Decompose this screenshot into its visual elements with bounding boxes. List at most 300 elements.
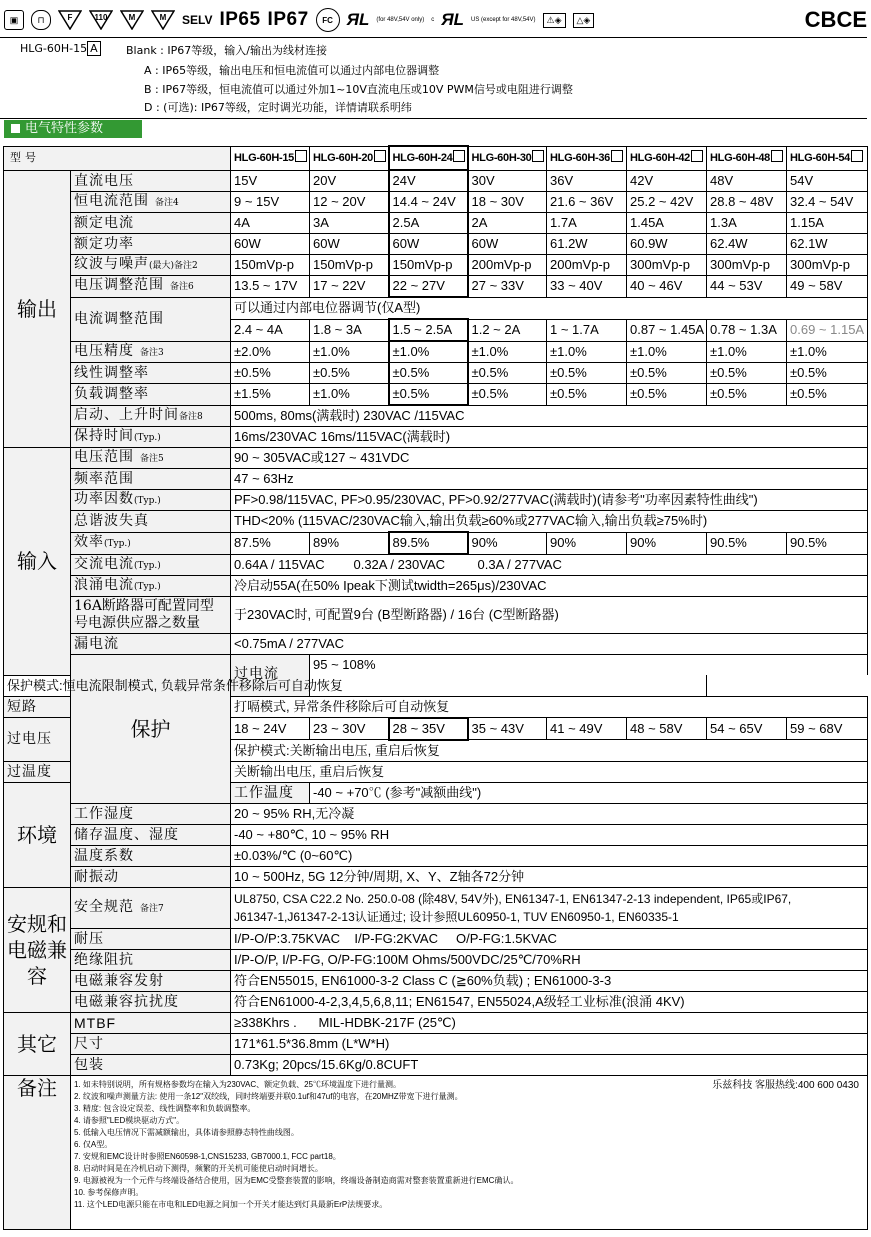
table-row <box>4 341 868 363</box>
cell: 28.8 ~ 48V <box>707 192 787 213</box>
row-label: 过温度 <box>4 761 71 782</box>
cell: 2.5A <box>389 213 468 234</box>
cell: 40 ~ 46V <box>627 276 707 298</box>
model-col <box>547 146 627 170</box>
cell-span: ≥338Khrs . MIL-HDBK-217F (25℃) <box>231 1012 868 1033</box>
cell: 48 ~ 58V <box>627 718 707 740</box>
cell: 60W <box>389 234 468 255</box>
row-note: 备注2 <box>174 261 198 271</box>
cell: 90.5% <box>707 532 787 554</box>
cell-span: 符合EN61000-4-2,3,4,5,6,8,11; EN61547, EN55024,A级轻工业标准(浪涌 4KV) <box>231 991 868 1012</box>
cell-span: 95 ~ 108% <box>310 655 868 676</box>
cell: ±0.5% <box>547 384 627 406</box>
cell-span: 16ms/230VAC 16ms/115VAC(满载时) <box>231 427 868 448</box>
note-item: 4. 请参照"LED模块驱动方式"。 <box>74 1115 185 1125</box>
row-label <box>71 576 231 597</box>
cell: 22 ~ 27V <box>389 276 468 298</box>
cell: 18 ~ 30V <box>468 192 547 213</box>
category-safety: 安规和电磁兼容 <box>4 887 71 1012</box>
cell-span: 90 ~ 305VAC或127 ~ 431VDC <box>231 448 868 469</box>
cell: 1.45A <box>627 213 707 234</box>
row-label: 工作温度 <box>231 782 310 803</box>
category-others: 其它 <box>4 1012 71 1075</box>
cell-span: PF>0.98/115VAC, PF>0.95/230VAC, PF>0.92/277VAC(满载时)(请参考"功率因素特性曲线") <box>231 490 868 511</box>
row-note: 备注6 <box>170 282 194 293</box>
row-label <box>71 532 231 554</box>
table-row <box>4 297 868 319</box>
note-item: 8. 启动时间是在冷机启动下测得，频繁的开关机可能使启动时间增长。 <box>74 1163 323 1173</box>
cell: 2.4 ~ 4A <box>231 319 310 341</box>
row-label: 负载调整率 <box>71 384 231 406</box>
cell: 49 ~ 58V <box>787 276 868 298</box>
checkbox-mark-icon <box>374 150 386 162</box>
cell-span: 10 ~ 500Hz, 5G 12分钟/周期, X、Y、Z轴各72分钟 <box>231 866 868 887</box>
cell: 24V <box>389 170 468 192</box>
cell: ±1.0% <box>310 384 389 406</box>
class-ii-icon: ⊓ <box>31 10 51 30</box>
cell: 59 ~ 68V <box>787 718 868 740</box>
suffix-blank-note: Blank : IP67等级，输入/输出为线材连接 <box>126 44 327 57</box>
section-title: 电气特性参数 <box>25 121 104 136</box>
table-row <box>4 845 868 866</box>
row-label-text: 效率 <box>74 534 104 550</box>
row-label <box>71 448 231 469</box>
cell-span: 冷启动55A(在50% Ipeak下测试twidth=265μs)/230VAC <box>231 576 868 597</box>
cell-span: ±0.03%/℃ (0~60℃) <box>231 845 868 866</box>
model-name: HLG-60H-30 <box>471 152 532 164</box>
cell-span: THD<20% (115VAC/230VAC输入,输出负载≥60%或277VAC输入,输出负载≥75%时) <box>231 511 868 533</box>
cell-span: 可以通过内部电位器调节(仅A型) <box>231 297 868 319</box>
row-note: 备注5 <box>140 454 164 464</box>
cell-span: 关断输出电压, 重启后恢复 <box>231 761 868 782</box>
suffix-b-note: B : IP67等级，恒电流值可以通过外加1~10V直流电压或10V PWM信号或电阻进行调整 <box>144 83 573 96</box>
cell: 90% <box>468 532 547 554</box>
cul-c-prefix: c <box>431 17 435 23</box>
cell: 60W <box>468 234 547 255</box>
cell-span: 0.64A / 115VAC 0.32A / 230VAC 0.3A / 277VAC <box>231 554 868 576</box>
checkbox-mark-icon <box>851 150 863 162</box>
table-row <box>4 655 868 676</box>
cell: 89.5% <box>389 532 468 554</box>
cell: ±1.0% <box>627 341 707 363</box>
cell: ±1.0% <box>468 341 547 363</box>
model-col <box>707 146 787 170</box>
cell: ±0.5% <box>389 384 468 406</box>
cell: 61.2W <box>547 234 627 255</box>
cell: 3A <box>310 213 389 234</box>
cb-ce-logo <box>805 7 867 33</box>
row-label: 储存温度、湿度 <box>71 824 231 845</box>
row-label: 总谐波失真 <box>71 511 231 533</box>
table-row <box>4 597 868 634</box>
cell-span: 500ms, 80ms(满载时) 230VAC /115VAC <box>231 405 868 427</box>
cell: 300mVp-p <box>787 255 868 276</box>
bis-logo: △◈ <box>573 13 595 28</box>
row-label-text: 启动、上升时间 <box>74 406 179 423</box>
table-row <box>4 675 868 696</box>
cell: ±0.5% <box>468 363 547 384</box>
model-col <box>627 146 707 170</box>
ip65-label: IP65 <box>219 9 261 30</box>
category-protection: 保护 <box>71 655 231 804</box>
cell: 60.9W <box>627 234 707 255</box>
standards-line-1: UL8750, CSA C22.2 No. 250.0-08 (除48V, 54V外), EN61347-1, EN61347-2-13 independent, IP65或IP67, <box>234 891 792 906</box>
table-row <box>4 234 868 255</box>
cell: ±1.0% <box>547 341 627 363</box>
table-row <box>4 554 868 576</box>
model-code-suffix: A <box>87 41 101 56</box>
cell: ±2.0% <box>231 341 310 363</box>
cell-span: I/P-O/P:3.75KVAC I/P-FG:2KVAC O/P-FG:1.5KVAC <box>231 928 868 949</box>
cell: ±0.5% <box>231 363 310 384</box>
cell: ±1.0% <box>787 341 868 363</box>
cell: 17 ~ 22V <box>310 276 389 298</box>
table-row <box>4 1075 868 1229</box>
cell: 300mVp-p <box>627 255 707 276</box>
table-row <box>4 866 868 887</box>
row-label: 直流电压 <box>71 170 231 192</box>
table-row <box>4 192 868 213</box>
table-row <box>4 405 868 427</box>
cell: 60W <box>310 234 389 255</box>
cell: 87.5% <box>231 532 310 554</box>
cell-span: I/P-O/P, I/P-FG, O/P-FG:100M Ohms/500VDC/25℃/70%RH <box>231 949 868 970</box>
category-notes: 备注 <box>4 1075 71 1229</box>
cell: 90% <box>627 532 707 554</box>
cell: 1 ~ 1.7A <box>547 319 627 341</box>
cell-span <box>231 887 868 928</box>
cell: 62.4W <box>707 234 787 255</box>
row-label: 工作湿度 <box>71 803 231 824</box>
row-label-text: 浪涌电流 <box>74 577 134 593</box>
cell-span: -40 ~ +70℃ (参考"减额曲线") <box>310 782 868 803</box>
notes-list <box>71 1075 868 1229</box>
ce-text: CE <box>836 7 867 32</box>
table-header-row <box>4 146 868 170</box>
cell: 41 ~ 49V <box>547 718 627 740</box>
cell: ±1.0% <box>707 341 787 363</box>
cell: 27 ~ 33V <box>468 276 547 298</box>
spec-table <box>3 145 868 1230</box>
cul-logo: ЯL <box>441 10 465 29</box>
ul-logo: ЯL <box>346 10 370 29</box>
section-title-bar <box>4 120 142 138</box>
cell: 30V <box>468 170 547 192</box>
cell: 32.4 ~ 54V <box>787 192 868 213</box>
row-label: 额定功率 <box>71 234 231 255</box>
cell-span: -40 ~ +80℃, 10 ~ 95% RH <box>231 824 868 845</box>
cell: 36V <box>547 170 627 192</box>
checkbox-mark-icon <box>691 150 703 162</box>
cell: 0.69 ~ 1.15A <box>787 319 868 341</box>
row-note: 备注3 <box>140 347 164 358</box>
cell: 18 ~ 24V <box>231 718 310 740</box>
tuv-logo: ⚠◈ <box>543 13 566 28</box>
cell: 90% <box>547 532 627 554</box>
cell: 15V <box>231 170 310 192</box>
cell-span: 打嗝模式, 异常条件移除后可自动恢复 <box>231 696 868 718</box>
f-mark-logo: F <box>58 10 82 30</box>
hotline-text: 乐兹科技 客服热线:400 600 0430 <box>712 1079 859 1091</box>
cell: 1.2 ~ 2A <box>468 319 547 341</box>
table-row <box>4 255 868 276</box>
cell: 54V <box>787 170 868 192</box>
cell: ±1.0% <box>310 341 389 363</box>
checkbox-mark-icon <box>611 150 623 162</box>
cell-span: <0.75mA / 277VAC <box>231 634 868 655</box>
cb-text: CB <box>804 7 837 32</box>
table-row <box>4 170 868 192</box>
row-label: 短路 <box>4 696 71 718</box>
m-mark-logo: M <box>120 10 144 30</box>
table-row <box>4 824 868 845</box>
110-mark-logo: 110 <box>89 10 113 30</box>
table-row <box>4 887 868 928</box>
ul-note: (for 48V,54V only) <box>376 17 425 23</box>
row-label: 电磁兼容抗扰度 <box>71 991 231 1012</box>
cb-box-logo: ▣ <box>4 10 24 30</box>
row-sub: (Typ.) <box>134 433 161 443</box>
table-row <box>4 1012 868 1033</box>
cell: 54 ~ 65V <box>707 718 787 740</box>
model-col <box>310 146 389 170</box>
model-name: HLG-60H-36 <box>550 152 610 164</box>
cul-note: US (except for 48V,54V) <box>471 17 536 23</box>
model-col <box>231 146 310 170</box>
category-input: 输入 <box>4 448 71 676</box>
cell: ±0.5% <box>787 384 868 406</box>
fcc-logo: FC <box>316 8 340 32</box>
certification-logos <box>4 4 867 36</box>
row-label-text: 交流电流 <box>74 555 134 572</box>
note-item: 3. 精度: 包含设定误差、线性调整率和负载调整率。 <box>74 1103 256 1113</box>
cell: 35 ~ 43V <box>468 718 547 740</box>
cell: ±0.5% <box>787 363 868 384</box>
cell: 14.4 ~ 24V <box>389 192 468 213</box>
row-label-text: 过电流 <box>234 666 279 683</box>
checkbox-mark-icon <box>453 150 465 162</box>
row-label-text: 纹波与噪声 <box>74 256 149 272</box>
square-bullet-icon <box>11 124 20 133</box>
table-row <box>4 928 868 949</box>
cell: 1.8 ~ 3A <box>310 319 389 341</box>
cell: 0.78 ~ 1.3A <box>707 319 787 341</box>
row-label <box>71 405 231 427</box>
cell: 300mVp-p <box>707 255 787 276</box>
cell: 4A <box>231 213 310 234</box>
cell: 89% <box>310 532 389 554</box>
table-row <box>4 532 868 554</box>
cell: 150mVp-p <box>231 255 310 276</box>
model-name: HLG-60H-20 <box>313 152 373 164</box>
row-label <box>71 427 231 448</box>
row-sub: (Typ.) <box>134 560 161 571</box>
note-item: 11. 这个LED电源只能在市电和LED电源之间加一个开关才能达到灯具最新ErP法规要求。 <box>74 1199 388 1209</box>
table-row <box>4 1054 868 1075</box>
selv-label: SELV <box>182 13 213 27</box>
cell: 25.2 ~ 42V <box>627 192 707 213</box>
cell: 12 ~ 20V <box>310 192 389 213</box>
row-label-text: 电压精度 <box>74 342 134 359</box>
checkbox-mark-icon <box>295 150 307 162</box>
table-row <box>4 1033 868 1054</box>
cell: ±1.0% <box>389 341 468 363</box>
cell: ±0.5% <box>389 363 468 384</box>
cell: ±0.5% <box>707 363 787 384</box>
ip67-label: IP67 <box>267 9 309 30</box>
row-label: 耐振动 <box>71 866 231 887</box>
model-code-base: HLG-60H-15 <box>20 42 88 55</box>
category-output: 输出 <box>4 170 71 448</box>
table-row <box>4 448 868 469</box>
row-label-text: 功率因数 <box>74 491 134 507</box>
checkbox-mark-icon <box>532 150 544 162</box>
cell: ±0.5% <box>468 384 547 406</box>
row-label: 频率范围 <box>71 469 231 490</box>
note-item: 7. 安规和EMC设计时参照EN60598-1,CNS15233, GB7000.1, FCC part18。 <box>74 1151 341 1161</box>
row-label: MTBF <box>71 1012 231 1033</box>
suffix-d-note: D : (可选): IP67等级，定时调光功能，详情请联系明纬 <box>144 101 412 114</box>
model-name: HLG-60H-24 <box>392 152 453 164</box>
category-environment: 环境 <box>4 782 71 887</box>
cell: 23 ~ 30V <box>310 718 389 740</box>
note-item: 2. 纹波和噪声测量方法: 使用一条12"双绞线，同时终端要并联0.1uf和47uf的电容，在20MHZ带宽下进行量测。 <box>74 1091 463 1101</box>
row-label: 耐压 <box>71 928 231 949</box>
table-row <box>4 991 868 1012</box>
cell: 1.5 ~ 2.5A <box>389 319 468 341</box>
cell: 60W <box>231 234 310 255</box>
table-row <box>4 576 868 597</box>
cell: 62.1W <box>787 234 868 255</box>
row-label <box>71 255 231 276</box>
table-row <box>4 803 868 824</box>
table-row <box>4 490 868 511</box>
model-col <box>468 146 547 170</box>
note-item: 10. 参考保修声明。 <box>74 1187 144 1197</box>
cell-span: 符合EN55015, EN61000-3-2 Class C (≧60%负载) ; EN61000-3-3 <box>231 970 868 991</box>
row-label-text: 电压范围 <box>74 449 134 465</box>
cell: 90.5% <box>787 532 868 554</box>
model-code <box>20 42 101 55</box>
row-label: 包装 <box>71 1054 231 1075</box>
cell: 9 ~ 15V <box>231 192 310 213</box>
standards-line-2: J61347-1,J61347-2-13认证通过; 设计参照UL60950-1, TUV EN60950-1, EN60335-1 <box>234 909 679 924</box>
cell: 21.6 ~ 36V <box>547 192 627 213</box>
table-row <box>4 276 868 298</box>
model-label: 型号 <box>4 146 231 170</box>
cell-span: 0.73Kg; 20pcs/15.6Kg/0.8CUFT <box>231 1054 868 1075</box>
cell: 13.5 ~ 17V <box>231 276 310 298</box>
row-label: 电流调整范围 <box>71 297 231 341</box>
cell: 2A <box>468 213 547 234</box>
checkbox-mark-icon <box>771 150 783 162</box>
row-sub: (最大) <box>149 261 175 271</box>
model-col <box>787 146 868 170</box>
cell: 28 ~ 35V <box>389 718 468 740</box>
table-row <box>4 970 868 991</box>
suffix-a-note: A : IP65等级，输出电压和恒电流值可以通过内部电位器调整 <box>144 64 440 77</box>
cell: 0.87 ~ 1.45A <box>627 319 707 341</box>
note-item: 1. 如未特别说明，所有规格参数均在输入为230VAC、额定负载、25℃环境温度下进行量测。 <box>74 1079 401 1089</box>
cell: 20V <box>310 170 389 192</box>
row-label-text: 电压调整范围 <box>74 277 164 294</box>
cell-span: 保护模式:恒电流限制模式, 负载异常条件移除后可自动恢复 <box>4 675 707 696</box>
cell: 150mVp-p <box>389 255 468 276</box>
cell: ±0.5% <box>310 363 389 384</box>
table-row <box>4 634 868 655</box>
row-sub: (Typ.) <box>104 539 131 549</box>
cell: 48V <box>707 170 787 192</box>
row-label: 线性调整率 <box>71 363 231 384</box>
model-name: HLG-60H-48 <box>710 152 770 164</box>
cell: ±0.5% <box>547 363 627 384</box>
cell-span: 171*61.5*36.8mm (L*W*H) <box>231 1033 868 1054</box>
note-item: 9. 电源被视为一个元件与终端设备结合使用，因为EMC受整套装置的影响，终端设备制造商需对整套装置重新进行EMC确认。 <box>74 1175 519 1185</box>
cell: 200mVp-p <box>547 255 627 276</box>
cell-span: 保护模式:关断输出电压, 重启后恢复 <box>231 740 868 762</box>
model-suffix-notes <box>0 37 867 119</box>
cell: 44 ~ 53V <box>707 276 787 298</box>
table-row <box>4 427 868 448</box>
cell: 200mVp-p <box>468 255 547 276</box>
row-label: 尺寸 <box>71 1033 231 1054</box>
row-sub: (Typ.) <box>134 582 161 592</box>
mm-mark-logo: M <box>151 10 175 30</box>
row-note: 备注4 <box>155 198 179 208</box>
cell: 33 ~ 40V <box>547 276 627 298</box>
row-label-text: 安全规范 <box>74 898 134 915</box>
model-name: HLG-60H-54 <box>790 152 850 164</box>
row-label <box>71 276 231 298</box>
row-note: 备注7 <box>140 903 164 914</box>
row-label: 过电压 <box>4 718 71 762</box>
cell: 150mVp-p <box>310 255 389 276</box>
cell: ±0.5% <box>627 363 707 384</box>
cell-span: 47 ~ 63Hz <box>231 469 868 490</box>
row-label-text: 恒电流范围 <box>74 193 149 209</box>
table-row <box>4 213 868 234</box>
note-item: 5. 低输入电压情况下需减额输出，具体请参照静态特性曲线图。 <box>74 1127 299 1137</box>
table-row <box>4 384 868 406</box>
cell: ±0.5% <box>707 384 787 406</box>
row-label <box>71 887 231 928</box>
table-row <box>4 363 868 384</box>
cell: 1.3A <box>707 213 787 234</box>
row-label: 额定电流 <box>71 213 231 234</box>
row-note: 备注8 <box>179 411 203 422</box>
row-sub: (Typ.) <box>134 496 161 506</box>
cell: 1.15A <box>787 213 868 234</box>
cell: ±0.5% <box>627 384 707 406</box>
row-label: 绝缘阻抗 <box>71 949 231 970</box>
table-row <box>4 949 868 970</box>
cell: ±1.5% <box>231 384 310 406</box>
cell-span: 于230VAC时, 可配置9台 (B型断路器) / 16台 (C型断路器) <box>231 597 868 634</box>
row-label: 16A断路器可配置同型号电源供应器之数量 <box>71 597 231 634</box>
model-col-highlighted <box>389 146 468 170</box>
table-row <box>4 511 868 533</box>
table-row <box>4 469 868 490</box>
row-label <box>71 341 231 363</box>
note-item: 6. 仅A型。 <box>74 1139 113 1149</box>
row-label-text: 保持时间 <box>74 428 134 444</box>
cell: 42V <box>627 170 707 192</box>
row-label: 温度系数 <box>71 845 231 866</box>
row-label <box>71 490 231 511</box>
model-name: HLG-60H-15 <box>234 152 294 164</box>
row-label <box>71 192 231 213</box>
row-label <box>71 554 231 576</box>
